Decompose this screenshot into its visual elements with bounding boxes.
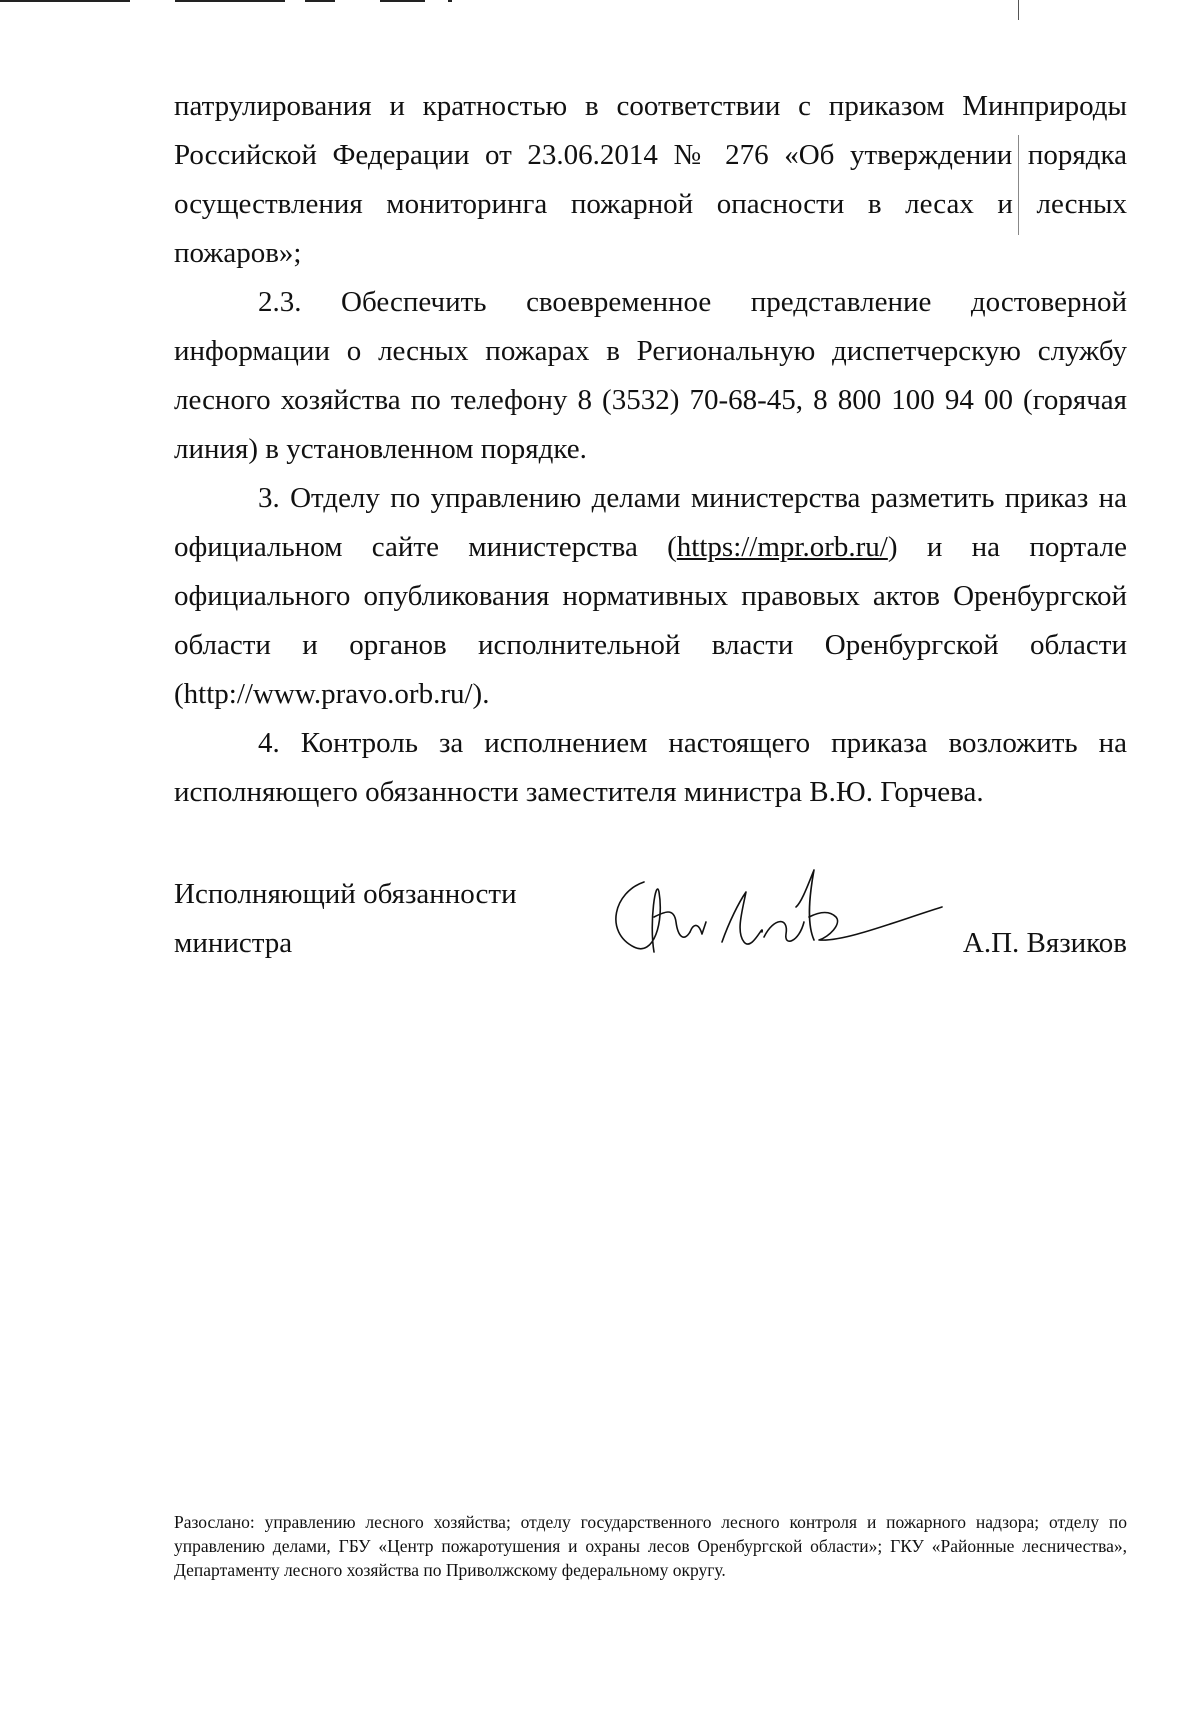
body-text	[174, 82, 1127, 817]
signatory-name: А.П. Вязиков	[962, 927, 1127, 959]
paragraph-4: 4. Контроль за исполнением настоящего приказа возложить на исполняющего обязанности заместителя министра В.Ю. Горчева.	[174, 727, 1127, 808]
signatory-title-line-1: Исполняющий обязанности	[174, 878, 517, 910]
scan-fold-line	[1018, 0, 1019, 20]
paragraph-3	[174, 474, 1127, 719]
paragraph-3-text-after: ) и на портале официального опубликования нормативных правовых актов Оренбургской области и органов исполнительной власти Оренбургской области (http://www.pravo.orb.ru/).	[174, 531, 1127, 710]
ministry-site-link[interactable]: https://mpr.orb.ru/	[676, 531, 888, 563]
scan-artifact	[380, 0, 425, 2]
mailing-list: Разослано: управлению лесного хозяйства; отделу государственного лесного контроля и пожарного надзора; отделу по управлению делами, ГБУ «Центр пожаротушения и охраны лесов Оренбургской области»; ГКУ «Районные лесничества», Департаменту лесного хозяйства по Приволжскому федеральному округу.	[174, 1512, 1127, 1580]
scan-artifact	[305, 0, 335, 2]
handwritten-signature	[604, 862, 944, 972]
signatory-title-line-2: министра	[174, 927, 293, 959]
signature-block	[174, 870, 1127, 980]
scan-artifact	[175, 0, 285, 2]
paragraph-2-3: 2.3. Обеспечить своевременное представление достоверной информации о лесных пожарах в Региональную диспетчерскую службу лесного хозяйства по телефону 8 (3532) 70-68-45, 8 800 100 94 00 (горячая линия) в установленном порядке.	[174, 286, 1127, 465]
scan-artifact	[0, 0, 130, 2]
signatory-title	[174, 870, 517, 968]
paragraph-3-text-before: 3. Отделу по управлению делами министерства разметить приказ на официальном сайте министерства (	[174, 482, 1127, 563]
scan-artifact	[448, 0, 452, 2]
paragraph-continuation: патрулирования и кратностью в соответствии с приказом Минприроды Российской Федерации от 23.06.2014 № 276 «Об утверждении порядка осуществления мониторинга пожарной опасности в лесах и лесных пожаров»;	[174, 90, 1127, 269]
